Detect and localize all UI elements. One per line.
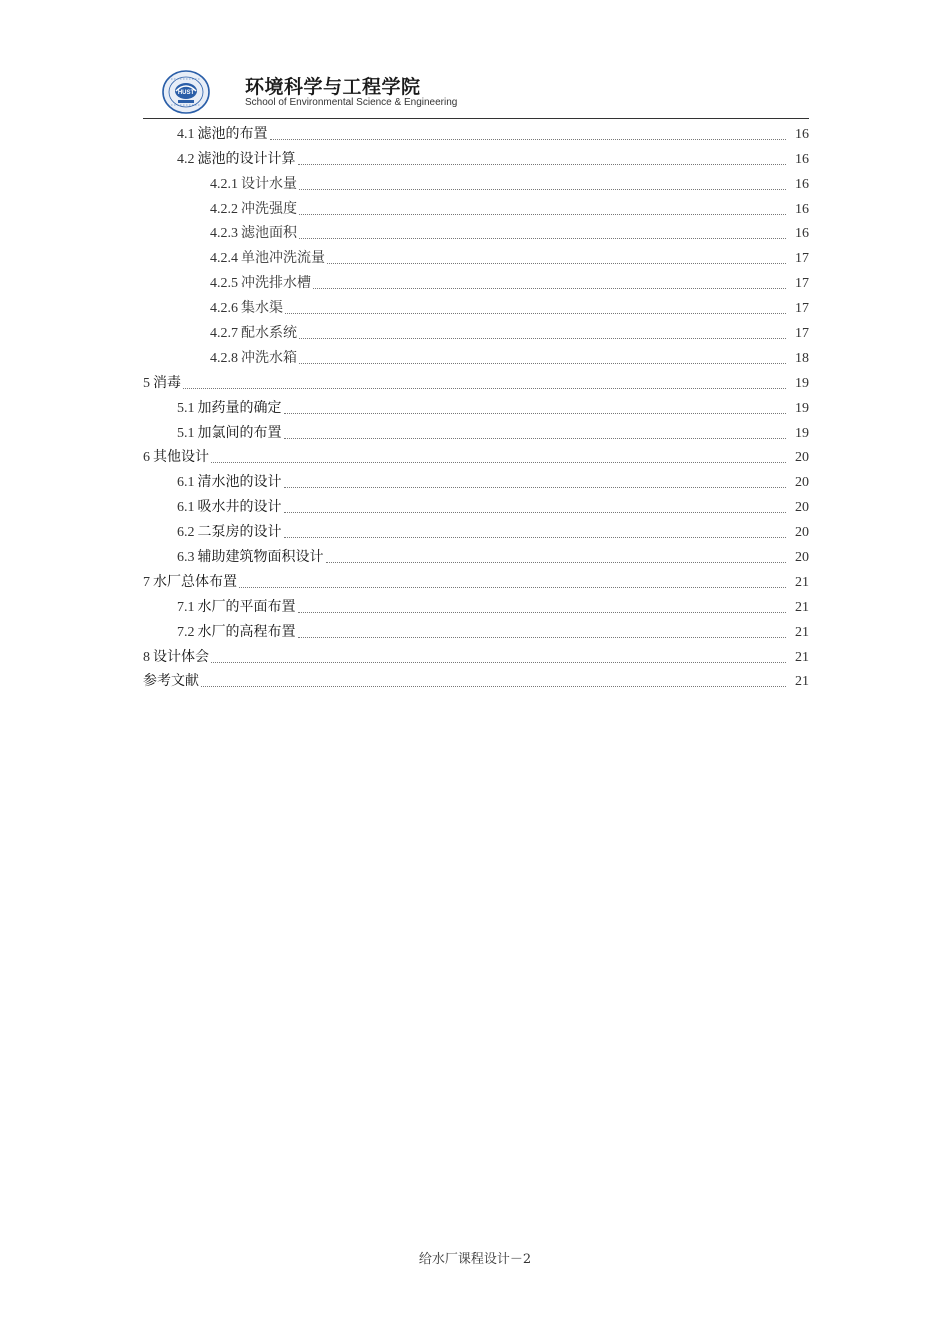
- toc-entry-page: 18: [795, 350, 809, 366]
- toc-entry-title: 设计水量: [241, 175, 297, 192]
- toc-entry-number: 4.2.8: [210, 350, 238, 366]
- toc-entry-title: 冲洗水箱: [241, 349, 297, 366]
- toc-dot-leader: [298, 163, 787, 165]
- toc-entry-page: 17: [795, 301, 809, 317]
- toc-entry[interactable]: [143, 442, 809, 467]
- toc-entry-title: 加氯间的布置: [197, 424, 282, 441]
- toc-entry-title: 水厂的平面布置: [197, 598, 296, 615]
- toc-entry-title: 滤池的布置: [197, 125, 268, 142]
- toc-entry[interactable]: [143, 193, 809, 218]
- toc-entry-title: 吸水井的设计: [197, 499, 282, 516]
- toc-dot-leader: [299, 362, 786, 364]
- toc-dot-leader: [299, 337, 786, 339]
- toc-dot-leader: [201, 685, 786, 687]
- toc-entry-page: 16: [795, 176, 809, 192]
- toc-entry-number: 4.2.5: [210, 276, 238, 292]
- toc-entry[interactable]: [143, 367, 809, 392]
- toc-dot-leader: [298, 611, 787, 613]
- toc-entry-title: 清水池的设计: [197, 474, 282, 491]
- toc-entry-number: 6: [143, 450, 150, 466]
- toc-entry[interactable]: [143, 218, 809, 243]
- toc-entry-number: 4.2.1: [210, 176, 238, 192]
- toc-dot-leader: [313, 287, 786, 289]
- table-of-contents: [143, 118, 809, 690]
- toc-entry-number: 5: [143, 375, 150, 391]
- toc-entry[interactable]: [143, 417, 809, 442]
- toc-entry-page: 16: [795, 201, 809, 217]
- toc-entry-page: 21: [795, 599, 809, 615]
- toc-entry-title: 单池冲洗流量: [241, 250, 325, 267]
- toc-dot-leader: [299, 237, 786, 239]
- toc-entry-title: 消毒: [153, 374, 181, 391]
- university-seal-icon: [161, 69, 211, 115]
- toc-entry-page: 20: [795, 525, 809, 541]
- toc-dot-leader: [299, 213, 786, 215]
- toc-dot-leader: [327, 262, 786, 264]
- toc-entry[interactable]: [143, 516, 809, 541]
- toc-entry[interactable]: [143, 242, 809, 267]
- toc-entry-page: 19: [795, 400, 809, 416]
- toc-entry[interactable]: [143, 541, 809, 566]
- toc-entry-page: 17: [795, 326, 809, 342]
- toc-entry-title: 滤池面积: [241, 225, 297, 242]
- toc-entry-title: 水厂总体布置: [153, 573, 237, 590]
- toc-entry[interactable]: [143, 342, 809, 367]
- toc-entry[interactable]: [143, 591, 809, 616]
- toc-entry-page: 16: [795, 126, 809, 142]
- toc-entry-number: 5.1: [177, 400, 195, 416]
- toc-entry[interactable]: [143, 641, 809, 666]
- toc-dot-leader: [270, 138, 787, 140]
- svg-text:HUST: HUST: [177, 90, 195, 96]
- toc-entry-page: 19: [795, 425, 809, 441]
- toc-entry-number: 5.1: [177, 425, 195, 441]
- toc-dot-leader: [211, 461, 786, 463]
- toc-entry-page: 20: [795, 500, 809, 516]
- toc-entry-page: 20: [795, 475, 809, 491]
- toc-dot-leader: [284, 486, 787, 488]
- toc-entry-number: 6.2: [177, 525, 195, 541]
- toc-entry[interactable]: [143, 491, 809, 516]
- toc-dot-leader: [284, 536, 787, 538]
- toc-entry-page: 21: [795, 574, 809, 590]
- toc-entry-page: 20: [795, 450, 809, 466]
- toc-entry-page: 21: [795, 624, 809, 640]
- toc-entry-number: 4.2.7: [210, 326, 238, 342]
- toc-entry-number: 4.2.4: [210, 251, 238, 267]
- toc-entry-number: 4.2: [177, 151, 195, 167]
- toc-dot-leader: [183, 387, 786, 389]
- toc-entry[interactable]: [143, 466, 809, 491]
- toc-entry-title: 滤池的设计计算: [197, 150, 296, 167]
- toc-entry[interactable]: [143, 267, 809, 292]
- toc-entry-number: 6.1: [177, 500, 195, 516]
- toc-entry-title: 集水渠: [241, 300, 283, 317]
- toc-dot-leader: [284, 511, 787, 513]
- toc-dot-leader: [211, 661, 786, 663]
- toc-dot-leader: [284, 412, 787, 414]
- toc-entry-title: 冲洗排水槽: [241, 275, 311, 292]
- page-footer: 给水厂课程设计－2: [418, 1252, 532, 1267]
- toc-entry-number: 6.3: [177, 550, 195, 566]
- toc-entry[interactable]: [143, 168, 809, 193]
- toc-entry-number: 8: [143, 649, 150, 665]
- toc-dot-leader: [239, 586, 786, 588]
- toc-dot-leader: [326, 561, 787, 563]
- toc-entry[interactable]: [143, 143, 809, 168]
- toc-entry-number: 4.2.6: [210, 301, 238, 317]
- toc-entry-title: 加药量的确定: [197, 399, 282, 416]
- toc-entry[interactable]: [143, 292, 809, 317]
- toc-entry[interactable]: [143, 566, 809, 591]
- toc-entry-title: 辅助建筑物面积设计: [197, 549, 324, 566]
- toc-entry-title: 设计体会: [153, 648, 209, 665]
- toc-entry[interactable]: [143, 317, 809, 342]
- toc-entry-number: 4.1: [177, 126, 195, 142]
- toc-entry-page: 16: [795, 226, 809, 242]
- toc-entry-page: 21: [795, 649, 809, 665]
- toc-dot-leader: [285, 312, 786, 314]
- toc-entry[interactable]: [143, 392, 809, 417]
- toc-entry-page: 16: [795, 151, 809, 167]
- toc-entry-number: 4.2.2: [210, 201, 238, 217]
- toc-entry-page: 19: [795, 375, 809, 391]
- toc-entry-number: 7.1: [177, 599, 195, 615]
- school-name: 环境科学与工程学院: [245, 76, 421, 98]
- toc-entry-title: 冲洗强度: [241, 200, 297, 217]
- toc-entry-page: 21: [795, 674, 809, 690]
- toc-entry[interactable]: [143, 616, 809, 641]
- toc-entry-number: 4.2.3: [210, 226, 238, 242]
- toc-entry-page: 17: [795, 251, 809, 267]
- toc-dot-leader: [298, 636, 787, 638]
- page-header: [143, 66, 809, 119]
- toc-entry-title: 二泵房的设计: [197, 524, 282, 541]
- toc-entry[interactable]: [143, 118, 809, 143]
- toc-entry[interactable]: [143, 666, 809, 691]
- toc-entry-number: 6.1: [177, 475, 195, 491]
- school-name-english: School of Environmental Science & Engineering: [245, 97, 458, 108]
- toc-entry-number: 7: [143, 574, 150, 590]
- toc-entry-title: 其他设计: [153, 449, 209, 466]
- toc-entry-title: 参考文献: [143, 673, 199, 690]
- toc-dot-leader: [299, 188, 786, 190]
- toc-entry-page: 20: [795, 550, 809, 566]
- toc-entry-number: 7.2: [177, 624, 195, 640]
- toc-entry-title: 配水系统: [241, 325, 297, 342]
- toc-entry-page: 17: [795, 276, 809, 292]
- toc-dot-leader: [284, 437, 787, 439]
- toc-entry-title: 水厂的高程布置: [197, 623, 296, 640]
